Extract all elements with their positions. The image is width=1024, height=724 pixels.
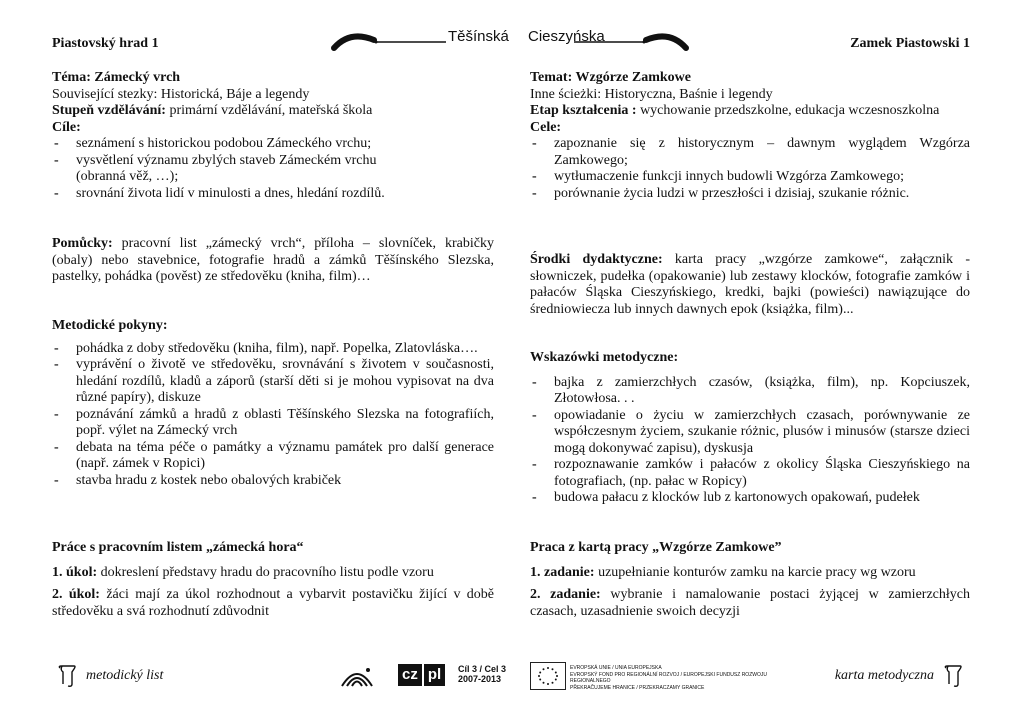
srodki-paragraph — [530, 252, 970, 318]
etap-line — [530, 103, 970, 120]
ukol2-text: žáci mají za úkol rozhodnout a vybarvit postavičku žijící v době středověku a svá rozhodnutí zdůvodnit — [52, 587, 495, 619]
list-item: - zapoznanie się z historycznym – dawnym wyglądem Wzgórza Zamkowego; — [530, 136, 970, 169]
footer-left-label: metodický list — [86, 668, 164, 683]
czpl-logo — [398, 664, 445, 686]
list-item: - budowa pałacu z klocków lub z kartonowych opakowań, pudełek — [530, 490, 970, 507]
temat-line — [530, 70, 970, 87]
footer-logos — [340, 662, 780, 692]
list-item: - pohádka z doby středověku (kniha, film), např. Popelka, Zlatovláska…. — [52, 341, 494, 358]
prace-section — [52, 540, 494, 620]
ukol2-label: 2. úkol: — [52, 587, 100, 602]
footer-right-label: karta metodyczna — [834, 668, 934, 683]
header-right-title: Zamek Piastowski 1 — [850, 36, 970, 51]
temat-label: Temat: Wzgórze Zamkowe — [530, 70, 691, 85]
praca-section — [530, 540, 970, 620]
metodicke-label: Metodické pokyny: — [52, 318, 168, 333]
logo-word-cieszynska: Cieszyńska — [528, 28, 605, 45]
praca-heading — [530, 540, 970, 557]
rainbow-logo-icon — [340, 664, 374, 688]
eu-line2: EVROPSKÝ FOND PRO REGIONÁLNÍ ROZVOJ / EUROPEJSKI FUNDUSZ ROZWOJU REGIONALNEGO — [570, 671, 767, 684]
left-column — [52, 70, 494, 630]
right-column — [530, 70, 970, 630]
zad1-text: uzupełnianie konturów zamku na karcie pracy wg wzoru — [594, 564, 916, 580]
eu-text — [570, 665, 790, 691]
related-trails: Související stezky: Historická, Báje a legendy — [52, 86, 310, 102]
cil-line2: 2007-2013 — [458, 674, 502, 684]
metodicke-section — [52, 318, 494, 489]
right-intro — [530, 70, 970, 202]
prace-heading — [52, 540, 494, 557]
list-item: - stavba hradu z kostek nebo obalových krabiček — [52, 473, 494, 490]
zad2-label: 2. zadanie: — [530, 587, 601, 602]
list-item: - opowiadanie o życiu w zamierzchłych czasach, porównywanie ze współczesnym życiem, szukanie różnic, plusów i minusów (starsze dzieci mogą dokonywać zapisu), dyskusja — [530, 408, 970, 458]
ukol2-line — [52, 587, 494, 620]
cele-list — [530, 136, 970, 202]
stupen-line — [52, 103, 494, 120]
logo-arc-icon — [330, 22, 690, 62]
eu-line1: EVROPSKÁ UNIE / UNIA EUROPEJSKA — [570, 665, 662, 671]
etap-value: wychowanie przedszkolne, edukacja wczesnoszkolna — [636, 103, 940, 118]
pomucky-section — [52, 236, 494, 286]
etap-label: Etap kształcenia : — [530, 103, 637, 118]
zad1-line — [530, 565, 970, 582]
cele-label-text: Cele: — [530, 119, 562, 135]
wskazowki-heading — [530, 350, 970, 367]
zad2-line — [530, 587, 970, 620]
tema-label: Téma: — [52, 70, 91, 85]
logo-pl: pl — [424, 664, 445, 686]
tema-value: Zámecký vrch — [90, 70, 181, 85]
metodicke-list — [52, 341, 494, 490]
srodki-label: Środki dydaktyczne: — [530, 252, 663, 267]
wskazowki-section — [530, 350, 970, 507]
footer-right — [835, 664, 964, 688]
eu-flag-icon — [530, 662, 566, 690]
list-item: - rozpoznawanie zamków i pałaców z okolicy Śląska Cieszyńskiego na fotografiach, (np. pałac w Ropicy) — [530, 457, 970, 490]
list-item: - srovnání života lidí v minulosti a dnes, hledání rozdílů. — [52, 186, 494, 203]
metodicke-heading — [52, 318, 494, 335]
wskazowki-label: Wskazówki metodyczne: — [530, 350, 679, 365]
eu-line3: PŘEKRAČUJEME HRANICE / PRZEKRACZAMY GRANICE — [570, 684, 705, 691]
pomucky-text: pracovní list „zámecký vrch“, příloha – slovníček, krabičky (obaly) nebo stavebnice, fotografie hradů a zámků Těšínského Slezska, pastelky, pohádka (pověst) ze středověku (kniha, film)… — [52, 236, 494, 284]
zad1-label: 1. zadanie: — [530, 564, 595, 580]
list-item: - poznávání zámků a hradů z oblasti Těšínského Slezska na fotografiích, popř. výlet na Zámecký vrch — [52, 407, 494, 440]
scroll-bracket-icon — [942, 664, 964, 688]
left-intro — [52, 70, 494, 202]
scroll-bracket-icon — [56, 664, 78, 688]
cil-line1: Cíl 3 / Cel 3 — [458, 664, 507, 674]
footer-left — [56, 664, 163, 688]
logo-cz: cz — [398, 664, 422, 686]
ukol1-line — [52, 565, 494, 582]
tema-line — [52, 70, 494, 87]
cil-logo — [458, 664, 506, 684]
list-item: - wytłumaczenie funkcji innych budowli Wzgórza Zamkowego; — [530, 169, 970, 186]
list-item: - porównanie życia ludzi w przeszłości i dzisiaj, szukanie różnic. — [530, 186, 970, 203]
stupen-value: primární vzdělávání, mateřská škola — [165, 103, 373, 118]
pomucky-label: Pomůcky: — [52, 236, 113, 251]
logo-word-tesinska: Těšínská — [448, 28, 509, 45]
praca-heading-text: Praca z kartą pracy „Wzgórze Zamkowe” — [530, 540, 782, 555]
list-item: - vysvětlení významu zbylých staveb Zámeckém vrchu (obranná věž, …); — [52, 153, 416, 186]
srodki-text: karta pracy „wzgórze zamkowe“, załącznik - słowniczek, pudełka (opakowanie) lub zestawy klocków, fotografie zamków i pałaców Śląska Cieszyńskiego, kredki, bajki (powieści) nawiązujące do średniowiecza lub innych dawnych epok (książka, film)... — [530, 252, 970, 317]
ukol1-text: dokreslení představy hradu do pracovního listu podle vzoru — [97, 564, 434, 580]
prace-heading-text: Práce s pracovním listem „zámecká hora“ — [52, 540, 304, 555]
list-item: - bajka z zamierzchłych czasów, (książka, film), np. Kopciuszek, Złotowłosa. . . — [530, 375, 970, 408]
zad2-text: wybranie i namalowanie postaci żyjącej w zamierzchłych czasach, uzasadnienie swoich decyzji — [530, 587, 970, 619]
pomucky-paragraph — [52, 236, 494, 286]
cile-list — [52, 136, 494, 202]
cile-label-text: Cíle: — [52, 119, 81, 135]
cele-label — [530, 120, 970, 137]
list-item: - seznámení s historickou podobou Zámeckého vrchu; — [52, 136, 494, 153]
wskazowki-list — [530, 375, 970, 507]
cile-label — [52, 120, 494, 137]
list-item: - vyprávění o životě ve středověku, srovnávání s životem v současnosti, hledání rozdílů, kladů a záporů (starší děti si je mohou vypisovat na dva různé papíry), diskuze — [52, 357, 494, 407]
header-left-title: Piastovský hrad 1 — [52, 36, 159, 51]
ukol1-label: 1. úkol: — [52, 564, 98, 580]
stupen-label: Stupeň vzdělávání: — [52, 103, 166, 118]
list-item: - debata na téma péče o památky a významu památek pro další generace (např. zámek v Ropici) — [52, 440, 494, 473]
related-paths: Inne ścieżki: Historyczna, Baśnie i legendy — [530, 86, 773, 102]
srodki-section — [530, 252, 970, 318]
